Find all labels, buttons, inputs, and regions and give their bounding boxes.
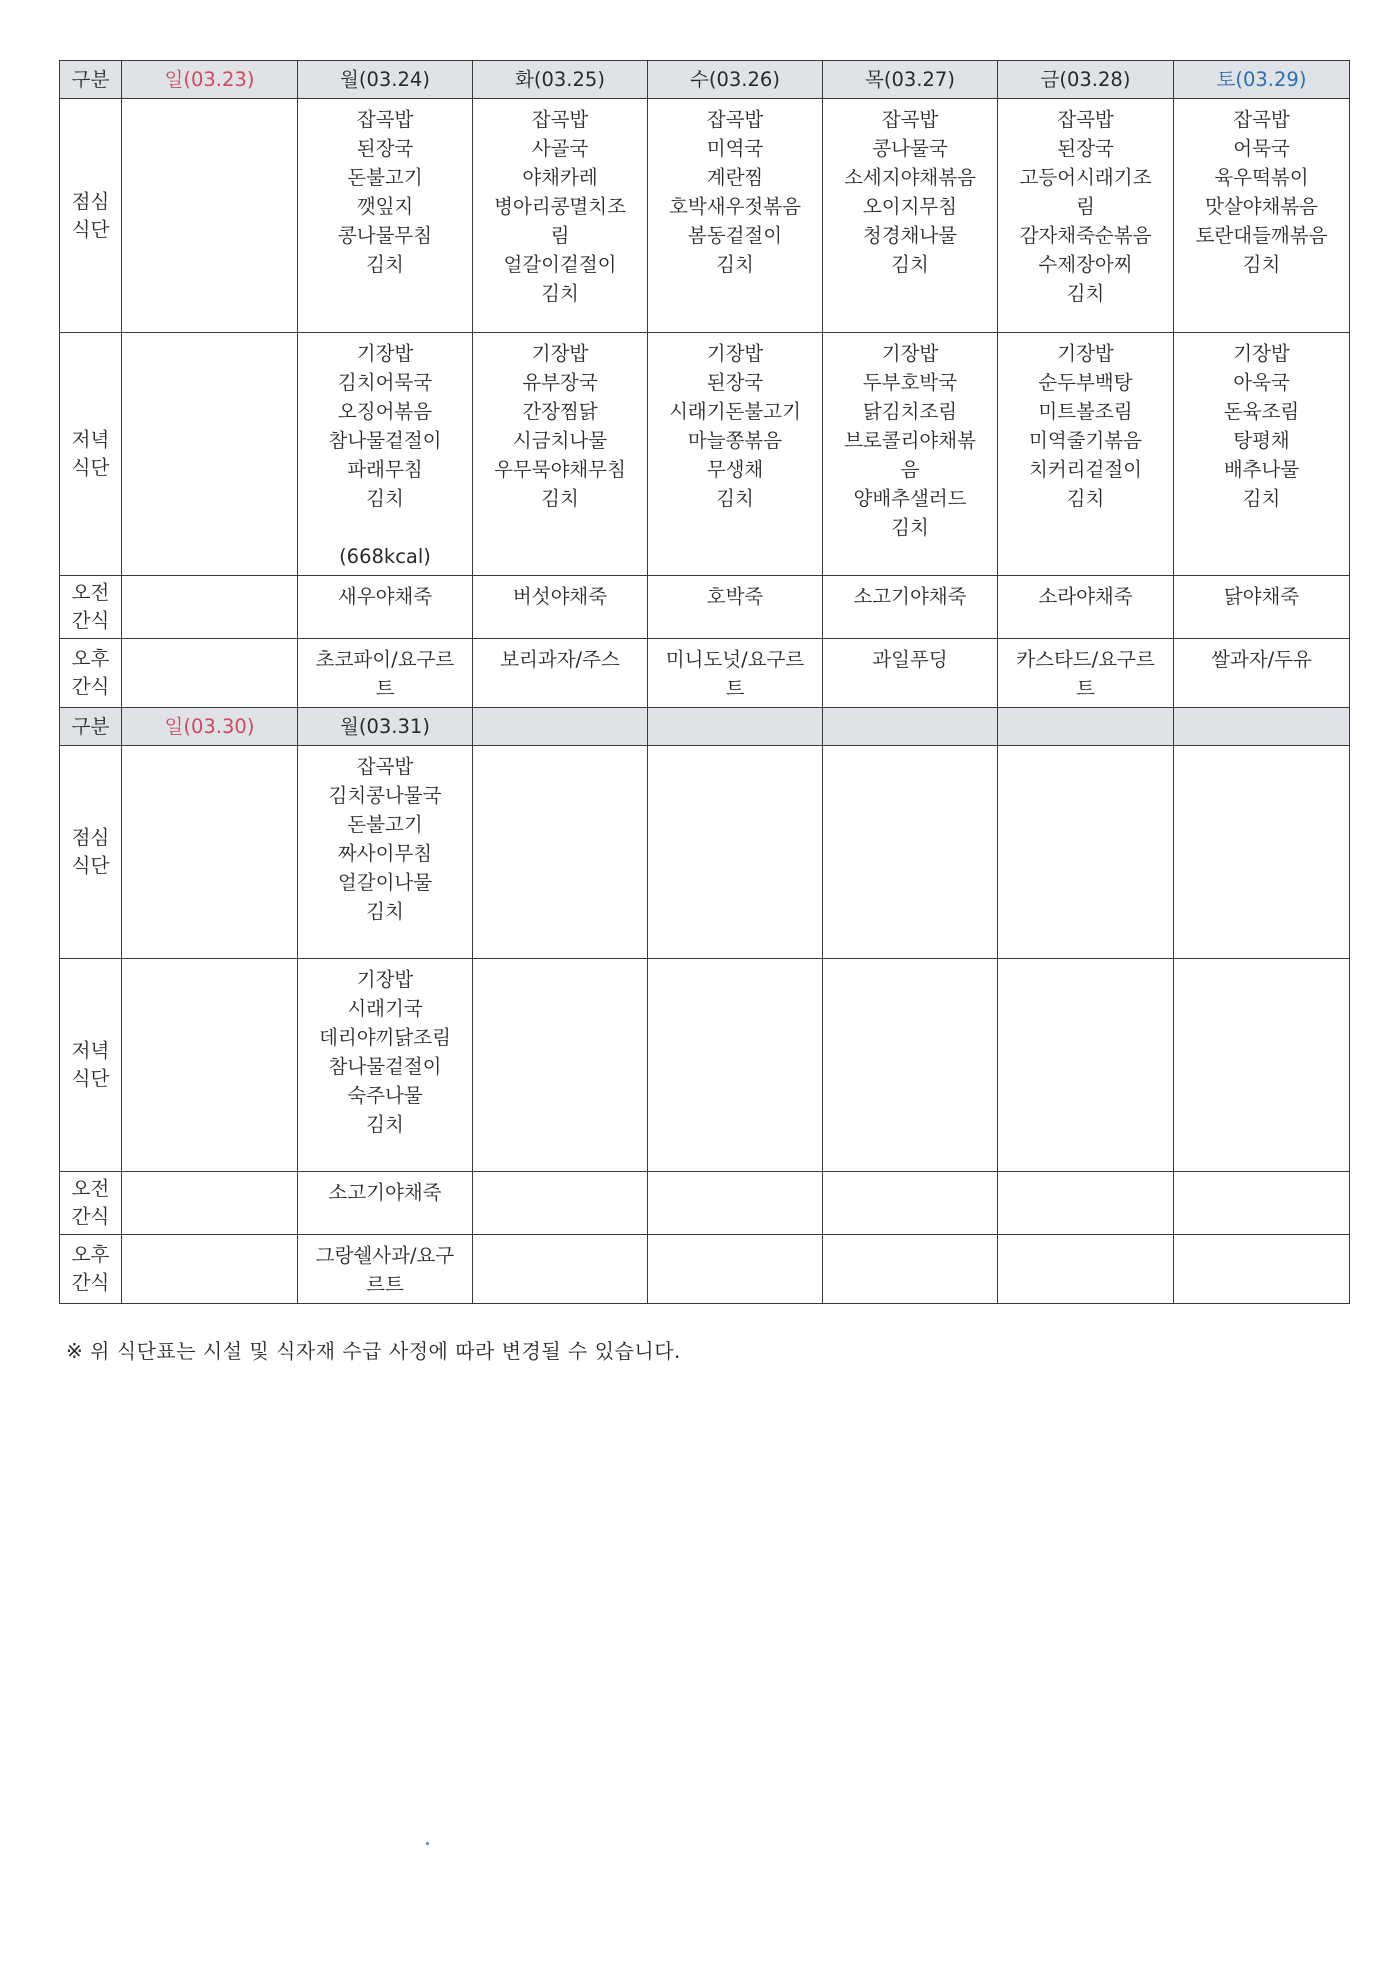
menu-line: 우무묵야채무침	[494, 458, 626, 481]
menu-cell	[1174, 333, 1350, 576]
day-header	[998, 708, 1174, 746]
day-header: 화(03.25)	[473, 61, 648, 99]
menu-cell	[998, 959, 1174, 1172]
menu-line: 미역줄기볶음	[1028, 429, 1143, 452]
menu-cell	[998, 576, 1174, 639]
menu-line: (668kcal)	[339, 545, 431, 568]
header-row	[60, 708, 1350, 746]
lunch-row	[60, 746, 1350, 959]
menu-line: 카스타드/요구르	[1016, 648, 1155, 671]
menu-cell	[473, 1235, 648, 1304]
menu-line: 파래무침	[347, 458, 423, 481]
menu-line: 김치	[716, 487, 754, 510]
menu-cell	[823, 959, 998, 1172]
menu-line: 간식	[71, 609, 110, 632]
day-header: 토(03.29)	[1174, 61, 1350, 99]
menu-line: 얼갈이겉절이	[503, 253, 617, 276]
menu-line: 잡곡밥	[356, 755, 414, 778]
menu-cell	[648, 576, 823, 639]
day-header: 수(03.26)	[648, 61, 823, 99]
menu-line: 배추나물	[1223, 458, 1300, 481]
row-label	[60, 99, 122, 333]
menu-cell	[298, 959, 473, 1172]
menu-line: 소라야채죽	[1038, 585, 1133, 608]
menu-line: 참나물겉절이	[328, 429, 442, 452]
menu-cell	[823, 333, 998, 576]
pm-snack-row	[60, 639, 1350, 708]
menu-line: 식단	[71, 217, 110, 241]
row-label	[60, 746, 122, 959]
menu-line: 음	[900, 458, 920, 481]
menu-cell	[473, 959, 648, 1172]
menu-line: 기장밥	[1233, 342, 1290, 365]
menu-cell	[1174, 99, 1350, 333]
menu-line: 소세지야채볶음	[844, 166, 976, 189]
menu-line: 김치	[541, 487, 579, 510]
menu-cell	[648, 1235, 823, 1304]
menu-line: 호박죽	[706, 585, 764, 608]
day-header	[648, 708, 823, 746]
menu-line: 트	[725, 677, 745, 700]
menu-line: 얼갈이나물	[337, 871, 433, 894]
menu-line: 봄동겉절이	[687, 224, 783, 247]
menu-line: 오후	[71, 1243, 110, 1266]
menu-cell	[122, 576, 298, 639]
day-header: 월(03.31)	[298, 708, 473, 746]
menu-line: 잡곡밥	[1233, 108, 1290, 131]
menu-cell	[122, 639, 298, 708]
day-header: 금(03.28)	[998, 61, 1174, 99]
day-header: 일(03.30)	[122, 708, 298, 746]
menu-line: 순두부백탕	[1038, 371, 1133, 394]
menu-line: 숙주나물	[347, 1084, 423, 1107]
dinner-row	[60, 333, 1350, 576]
menu-cell	[1174, 746, 1350, 959]
menu-line: 마늘쫑볶음	[687, 429, 783, 452]
day-header	[1174, 708, 1350, 746]
day-header	[473, 708, 648, 746]
menu-line: 오징어볶음	[337, 400, 433, 423]
menu-line: 고등어시래기조	[1019, 166, 1152, 189]
menu-line	[300, 513, 470, 542]
menu-line: 미트볼조림	[1038, 400, 1133, 423]
row-label	[60, 333, 122, 576]
menu-line: 잡곡밥	[1057, 108, 1114, 131]
menu-cell	[1174, 1235, 1350, 1304]
menu-cell	[473, 333, 648, 576]
category-header: 구분	[60, 708, 122, 746]
menu-line: 간식	[71, 675, 110, 698]
menu-cell	[823, 576, 998, 639]
menu-cell	[648, 746, 823, 959]
menu-line: 식단	[71, 456, 110, 479]
menu-line: 기장밥	[706, 342, 764, 365]
menu-line: 어묵국	[1233, 137, 1290, 160]
row-label	[60, 959, 122, 1172]
menu-cell	[122, 1235, 298, 1304]
category-header: 구분	[60, 61, 122, 99]
menu-line: 보리과자/주스	[500, 648, 620, 671]
menu-line: 미역국	[706, 137, 764, 160]
menu-cell	[998, 1172, 1174, 1235]
menu-line: 소고기야채죽	[328, 1181, 442, 1204]
menu-line: 탕평채	[1233, 429, 1290, 452]
menu-line: 김치	[1066, 487, 1105, 510]
menu-line: 잡곡밥	[881, 108, 939, 131]
menu-line: 깻잎지	[356, 195, 414, 218]
menu-cell	[298, 1235, 473, 1304]
menu-line: 미니도넛/요구르	[665, 648, 805, 671]
menu-line: 점심	[71, 826, 110, 849]
menu-cell	[1174, 1172, 1350, 1235]
menu-line: 데리야끼닭조림	[319, 1026, 451, 1049]
menu-line: 된장국	[356, 137, 414, 160]
menu-cell	[298, 746, 473, 959]
menu-line: 김치	[541, 282, 579, 305]
menu-cell	[122, 99, 298, 333]
menu-line: 식단	[71, 1067, 110, 1090]
menu-cell	[122, 1172, 298, 1235]
menu-cell	[298, 639, 473, 708]
row-label	[60, 639, 122, 708]
menu-line: 버섯야채죽	[512, 585, 608, 608]
menu-line: 기장밥	[531, 342, 589, 365]
menu-cell	[998, 99, 1174, 333]
menu-line: 수제장아찌	[1038, 253, 1133, 276]
menu-line: 김치	[891, 253, 929, 276]
row-label	[60, 576, 122, 639]
menu-line: 야채카레	[522, 166, 598, 189]
menu-cell	[1174, 639, 1350, 708]
menu-cell	[122, 959, 298, 1172]
menu-line: 트	[1076, 677, 1095, 700]
menu-line: 된장국	[706, 371, 764, 394]
menu-line: 초코파이/요구르	[315, 648, 455, 671]
menu-line: 김치	[716, 253, 754, 276]
menu-line: 무생채	[706, 458, 764, 481]
menu-line: 돈육조림	[1223, 400, 1300, 423]
menu-line: 기장밥	[1057, 342, 1114, 365]
menu-line: 기장밥	[356, 968, 414, 991]
menu-line: 콩나물국	[872, 137, 948, 160]
menu-line: 림	[550, 224, 570, 247]
menu-line: 새우야채죽	[337, 585, 433, 608]
menu-line: 김치	[366, 487, 404, 510]
scan-speck	[426, 1842, 429, 1845]
footer-note: ※ 위 식단표는 시설 및 식자재 수급 사정에 따라 변경될 수 있습니다.	[66, 1339, 681, 1363]
menu-line: 점심	[71, 189, 110, 213]
menu-line: 브로콜리야채볶	[844, 429, 976, 452]
menu-line: 그랑쉘사과/요구	[315, 1244, 455, 1267]
menu-line: 김치	[891, 516, 929, 539]
menu-line: 식단	[71, 854, 110, 877]
menu-line: 시금치나물	[512, 429, 608, 452]
menu-line: 간장찜닭	[522, 400, 598, 423]
menu-cell	[823, 1235, 998, 1304]
menu-cell	[298, 99, 473, 333]
menu-cell	[648, 639, 823, 708]
menu-line: 짜사이무침	[337, 842, 433, 865]
menu-line: 돈불고기	[347, 813, 423, 836]
menu-cell	[122, 746, 298, 959]
menu-cell	[473, 746, 648, 959]
menu-line: 양배추샐러드	[853, 487, 967, 510]
menu-line: 간식	[71, 1271, 110, 1294]
menu-line: 김치	[366, 1113, 404, 1136]
menu-cell	[998, 1235, 1174, 1304]
menu-cell	[823, 746, 998, 959]
menu-line: 감자채죽순볶음	[1019, 224, 1152, 247]
menu-cell	[473, 1172, 648, 1235]
menu-line: 오후	[71, 647, 110, 670]
menu-line: 김치	[1242, 487, 1281, 510]
row-label	[60, 1235, 122, 1304]
menu-cell	[998, 746, 1174, 959]
menu-line: 잡곡밥	[531, 108, 589, 131]
menu-line: 아욱국	[1233, 371, 1290, 394]
menu-line: 김치	[366, 253, 404, 276]
menu-cell	[648, 333, 823, 576]
menu-cell	[298, 333, 473, 576]
menu-line: 김치콩나물국	[328, 784, 442, 807]
day-header	[823, 708, 998, 746]
menu-line: 호박새우젓볶음	[669, 195, 801, 218]
menu-line: 저녁	[71, 428, 110, 451]
menu-cell	[122, 333, 298, 576]
menu-line: 김치어묵국	[337, 371, 433, 394]
menu-line: 시래기국	[347, 997, 423, 1020]
menu-line: 토란대들깨볶음	[1195, 224, 1328, 247]
menu-line: 닭김치조림	[862, 400, 958, 423]
menu-cell	[998, 639, 1174, 708]
menu-line: 기장밥	[356, 342, 414, 365]
menu-line: 유부장국	[522, 371, 598, 394]
menu-cell	[473, 99, 648, 333]
pm-snack-row	[60, 1235, 1350, 1304]
menu-line: 참나물겉절이	[328, 1055, 442, 1078]
day-header: 월(03.24)	[298, 61, 473, 99]
menu-cell	[648, 99, 823, 333]
menu-line: 르트	[366, 1273, 404, 1296]
menu-line: 두부호박국	[862, 371, 958, 394]
menu-line: 소고기야채죽	[853, 585, 967, 608]
menu-cell	[823, 99, 998, 333]
menu-line: 오전	[71, 581, 110, 604]
menu-line: 맛살야채볶음	[1204, 195, 1319, 218]
menu-line: 콩나물무침	[337, 224, 433, 247]
menu-line: 김치	[366, 900, 404, 923]
menu-cell	[298, 576, 473, 639]
menu-line: 병아리콩멸치조	[494, 195, 626, 218]
menu-line: 림	[1076, 195, 1095, 218]
menu-line: 김치	[1066, 282, 1105, 305]
menu-line: 잡곡밥	[356, 108, 414, 131]
menu-line: 기장밥	[881, 342, 939, 365]
menu-line: 오전	[71, 1177, 110, 1200]
menu-line: 계란찜	[706, 166, 764, 189]
menu-line: 잡곡밥	[706, 108, 764, 131]
menu-line: 시래기돈불고기	[669, 400, 801, 423]
menu-line: 트	[375, 677, 395, 700]
am-snack-row	[60, 1172, 1350, 1235]
menu-line: 오이지무침	[862, 195, 958, 218]
menu-cell	[473, 576, 648, 639]
menu-line: 청경채나물	[862, 224, 958, 247]
menu-line: 간식	[71, 1205, 110, 1228]
row-label	[60, 1172, 122, 1235]
header-row	[60, 61, 1350, 99]
menu-cell	[1174, 576, 1350, 639]
menu-line: 육우떡볶이	[1214, 166, 1309, 189]
menu-cell	[823, 639, 998, 708]
menu-cell	[473, 639, 648, 708]
menu-cell	[648, 1172, 823, 1235]
am-snack-row	[60, 576, 1350, 639]
day-header: 목(03.27)	[823, 61, 998, 99]
menu-cell	[823, 1172, 998, 1235]
menu-line: 치커리겉절이	[1028, 458, 1143, 481]
lunch-row	[60, 99, 1350, 333]
menu-line: 돈불고기	[347, 166, 423, 189]
menu-line: 과일푸딩	[872, 648, 948, 671]
menu-cell	[998, 333, 1174, 576]
menu-line: 쌀과자/두유	[1211, 648, 1312, 671]
menu-cell	[298, 1172, 473, 1235]
menu-line: 된장국	[1057, 137, 1114, 160]
menu-line: 사골국	[531, 137, 589, 160]
dinner-row	[60, 959, 1350, 1172]
day-header: 일(03.23)	[122, 61, 298, 99]
meal-plan-table	[59, 60, 1350, 1304]
menu-cell	[648, 959, 823, 1172]
menu-cell	[1174, 959, 1350, 1172]
menu-line: 닭야채죽	[1223, 585, 1300, 608]
menu-line: 저녁	[71, 1039, 110, 1062]
menu-line: 김치	[1242, 253, 1281, 276]
